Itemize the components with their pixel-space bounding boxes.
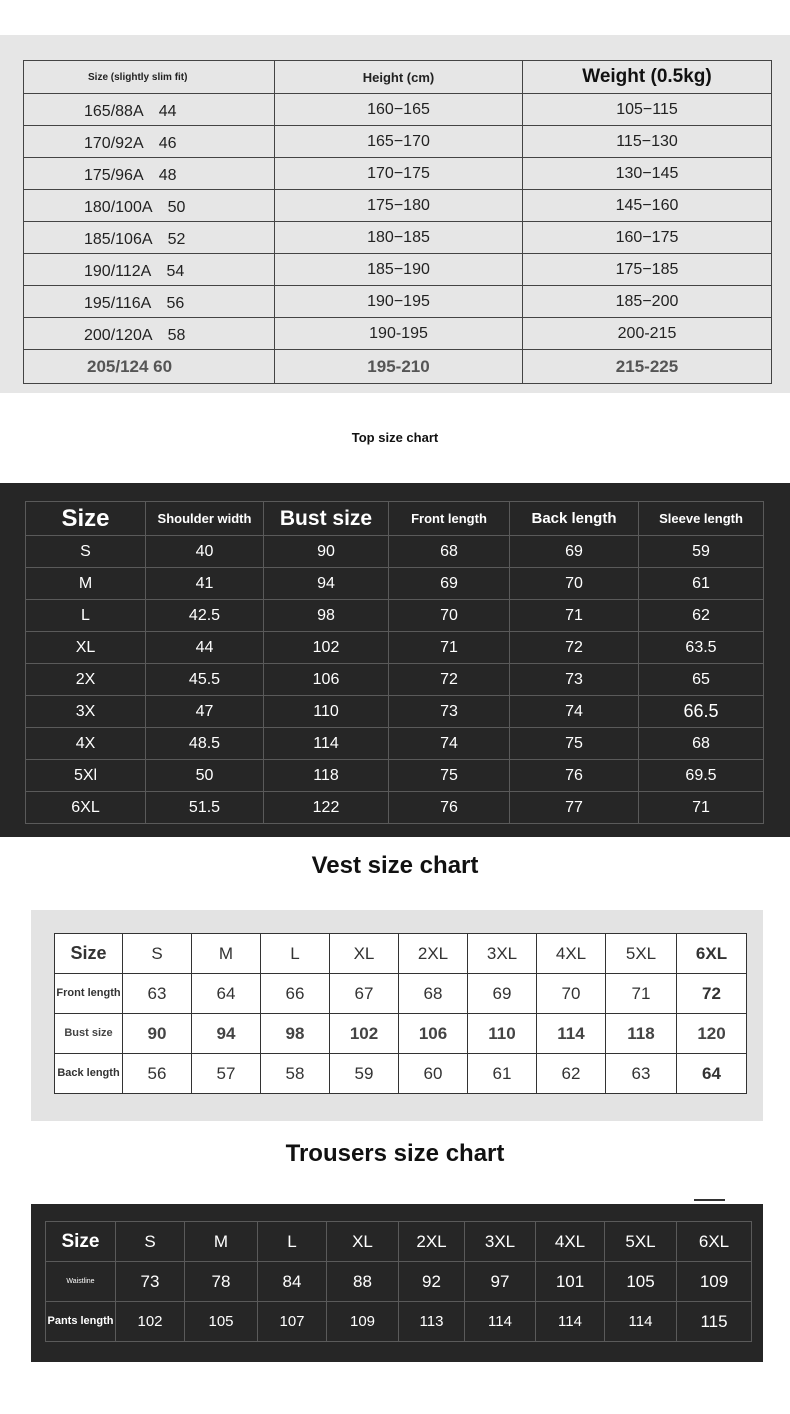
cell-back: 71 (510, 600, 639, 632)
header-weight: Weight (0.5kg) (523, 61, 772, 94)
cell-size: L (26, 600, 146, 632)
table-row (24, 286, 772, 318)
header-front-length: Front length (389, 502, 510, 536)
vest-size-section (31, 910, 763, 1121)
cell-front: 76 (389, 792, 510, 824)
cell-height: 185−190 (275, 254, 523, 286)
cell-back: 75 (510, 728, 639, 760)
table-row (24, 318, 772, 350)
table-row (26, 696, 764, 728)
cell-size: 3X (26, 696, 146, 728)
table-row (26, 632, 764, 664)
cell-bust: 114 (264, 728, 389, 760)
cell-size: 180/100A 50 (24, 190, 275, 222)
cell-size: 190/112A 54 (24, 254, 275, 286)
table-cell: 118 (606, 1014, 677, 1054)
cell-size: 6XL (26, 792, 146, 824)
table-header-row (24, 61, 772, 94)
header-size-l: L (261, 934, 330, 974)
cell-height: 165−170 (275, 126, 523, 158)
header-back-length: Back length (510, 502, 639, 536)
table-row (26, 536, 764, 568)
header-size-xl: XL (327, 1222, 399, 1262)
table-cell: 63 (606, 1054, 677, 1094)
table-header-row (26, 502, 764, 536)
cell-height: 190-195 (275, 318, 523, 350)
table-cell: 110 (468, 1014, 537, 1054)
cell-size: 170/92A 46 (24, 126, 275, 158)
table-cell: 70 (537, 974, 606, 1014)
header-size: Size (55, 934, 123, 974)
table-cell: 105 (185, 1302, 258, 1342)
cell-height: 190−195 (275, 286, 523, 318)
table-row (26, 600, 764, 632)
cell-weight: 175−185 (523, 254, 772, 286)
cell-back: 74 (510, 696, 639, 728)
cell-bust: 90 (264, 536, 389, 568)
cell-back: 76 (510, 760, 639, 792)
header-size-s: S (123, 934, 192, 974)
cell-weight: 115−130 (523, 126, 772, 158)
row-label-front-length: Front length (55, 974, 123, 1014)
table-cell: 97 (465, 1262, 536, 1302)
table-header-row (55, 934, 747, 974)
table-cell: 90 (123, 1014, 192, 1054)
cell-front: 75 (389, 760, 510, 792)
cell-height: 195-210 (275, 350, 523, 384)
table-row (55, 1054, 747, 1094)
header-size-6xl: 6XL (677, 934, 747, 974)
header-size-4xl: 4XL (537, 934, 606, 974)
cell-sleeve: 59 (639, 536, 764, 568)
table-row (26, 568, 764, 600)
cell-back: 72 (510, 632, 639, 664)
table-cell: 67 (330, 974, 399, 1014)
trousers-size-chart-caption: Trousers size chart (285, 1140, 505, 1167)
table-cell: 57 (192, 1054, 261, 1094)
table-cell: 120 (677, 1014, 747, 1054)
table-row (24, 350, 772, 384)
table-row (24, 126, 772, 158)
header-size-2xl: 2XL (399, 1222, 465, 1262)
row-label-pants-length: Pants length (46, 1302, 116, 1342)
table-cell: 98 (261, 1014, 330, 1054)
cell-shoulder: 51.5 (146, 792, 264, 824)
table-cell: 63 (123, 974, 192, 1014)
table-cell: 71 (606, 974, 677, 1014)
table-cell: 88 (327, 1262, 399, 1302)
table-row (26, 760, 764, 792)
table-cell: 59 (330, 1054, 399, 1094)
vest-size-table (54, 933, 747, 1094)
cell-bust: 94 (264, 568, 389, 600)
trousers-size-section (31, 1204, 763, 1362)
cell-weight: 160−175 (523, 222, 772, 254)
weight-height-table (23, 60, 772, 384)
header-height: Height (cm) (275, 61, 523, 94)
table-cell: 114 (605, 1302, 677, 1342)
top-size-section (0, 483, 790, 837)
header-size-5xl: 5XL (606, 934, 677, 974)
table-cell: 107 (258, 1302, 327, 1342)
cell-size: 165/88A 44 (24, 94, 275, 126)
table-row (46, 1302, 752, 1342)
cell-front: 71 (389, 632, 510, 664)
table-row (26, 728, 764, 760)
cell-shoulder: 45.5 (146, 664, 264, 696)
cell-sleeve: 69.5 (639, 760, 764, 792)
header-size-s: S (116, 1222, 185, 1262)
cell-bust: 118 (264, 760, 389, 792)
table-cell: 106 (399, 1014, 468, 1054)
cell-front: 69 (389, 568, 510, 600)
cell-bust: 102 (264, 632, 389, 664)
cell-shoulder: 40 (146, 536, 264, 568)
table-cell: 105 (605, 1262, 677, 1302)
row-label-bust-size: Bust size (55, 1014, 123, 1054)
cell-sleeve: 65 (639, 664, 764, 696)
table-cell: 109 (327, 1302, 399, 1342)
cell-shoulder: 41 (146, 568, 264, 600)
table-cell: 72 (677, 974, 747, 1014)
cell-shoulder: 48.5 (146, 728, 264, 760)
table-cell: 64 (192, 974, 261, 1014)
cell-back: 70 (510, 568, 639, 600)
cell-bust: 98 (264, 600, 389, 632)
table-cell: 114 (536, 1302, 605, 1342)
cell-sleeve: 63.5 (639, 632, 764, 664)
header-size: Size (26, 502, 146, 536)
table-row (24, 158, 772, 190)
table-row (24, 254, 772, 286)
cell-weight: 145−160 (523, 190, 772, 222)
cell-sleeve: 71 (639, 792, 764, 824)
table-cell: 114 (465, 1302, 536, 1342)
table-cell: 56 (123, 1054, 192, 1094)
table-row (46, 1262, 752, 1302)
table-cell: 115 (677, 1302, 752, 1342)
table-cell: 66 (261, 974, 330, 1014)
cell-height: 160−165 (275, 94, 523, 126)
trousers-size-table (45, 1221, 752, 1342)
table-cell: 58 (261, 1054, 330, 1094)
table-cell: 102 (330, 1014, 399, 1054)
cell-height: 170−175 (275, 158, 523, 190)
top-size-table (25, 501, 764, 824)
row-label-waistline: Waistline (46, 1262, 116, 1302)
cell-sleeve: 62 (639, 600, 764, 632)
table-header-row (46, 1222, 752, 1262)
header-size-2xl: 2XL (399, 934, 468, 974)
cell-front: 74 (389, 728, 510, 760)
weight-height-section (0, 35, 790, 393)
table-cell: 68 (399, 974, 468, 1014)
cell-sleeve: 61 (639, 568, 764, 600)
table-row (55, 1014, 747, 1054)
cell-size: 175/96A 48 (24, 158, 275, 190)
table-cell: 94 (192, 1014, 261, 1054)
header-sleeve-length: Sleeve length (639, 502, 764, 536)
table-cell: 102 (116, 1302, 185, 1342)
cell-front: 70 (389, 600, 510, 632)
header-shoulder-width: Shoulder width (146, 502, 264, 536)
table-row (24, 94, 772, 126)
cell-size: 195/116A 56 (24, 286, 275, 318)
cell-sleeve: 66.5 (639, 696, 764, 728)
cell-weight: 185−200 (523, 286, 772, 318)
cell-front: 73 (389, 696, 510, 728)
cell-bust: 110 (264, 696, 389, 728)
table-cell: 61 (468, 1054, 537, 1094)
cell-size: 2X (26, 664, 146, 696)
cell-weight: 200-215 (523, 318, 772, 350)
decorative-line (694, 1199, 725, 1201)
header-size-6xl: 6XL (677, 1222, 752, 1262)
cell-size: XL (26, 632, 146, 664)
table-cell: 60 (399, 1054, 468, 1094)
cell-size: 200/120A 58 (24, 318, 275, 350)
header-size-4xl: 4XL (536, 1222, 605, 1262)
cell-bust: 122 (264, 792, 389, 824)
header-size: Size (46, 1222, 116, 1262)
header-size-xl: XL (330, 934, 399, 974)
header-size-3xl: 3XL (465, 1222, 536, 1262)
row-label-back-length: Back length (55, 1054, 123, 1094)
header-size-5xl: 5XL (605, 1222, 677, 1262)
table-cell: 114 (537, 1014, 606, 1054)
table-cell: 101 (536, 1262, 605, 1302)
table-row (26, 664, 764, 696)
cell-back: 77 (510, 792, 639, 824)
cell-shoulder: 44 (146, 632, 264, 664)
table-cell: 64 (677, 1054, 747, 1094)
cell-weight: 105−115 (523, 94, 772, 126)
table-row (26, 792, 764, 824)
table-cell: 73 (116, 1262, 185, 1302)
table-cell: 78 (185, 1262, 258, 1302)
table-row (24, 190, 772, 222)
table-row (24, 222, 772, 254)
cell-front: 68 (389, 536, 510, 568)
cell-shoulder: 42.5 (146, 600, 264, 632)
cell-back: 69 (510, 536, 639, 568)
table-cell: 109 (677, 1262, 752, 1302)
cell-front: 72 (389, 664, 510, 696)
cell-size: S (26, 536, 146, 568)
table-row (55, 974, 747, 1014)
table-cell: 69 (468, 974, 537, 1014)
vest-size-chart-caption: Vest size chart (311, 852, 479, 879)
table-cell: 92 (399, 1262, 465, 1302)
cell-size: 205/124 60 (24, 350, 275, 384)
cell-back: 73 (510, 664, 639, 696)
table-cell: 62 (537, 1054, 606, 1094)
cell-shoulder: 47 (146, 696, 264, 728)
cell-size: 4X (26, 728, 146, 760)
table-cell: 84 (258, 1262, 327, 1302)
header-size-m: M (192, 934, 261, 974)
cell-size: M (26, 568, 146, 600)
cell-weight: 130−145 (523, 158, 772, 190)
cell-size: 5Xl (26, 760, 146, 792)
table-cell: 113 (399, 1302, 465, 1342)
cell-height: 175−180 (275, 190, 523, 222)
cell-size: 185/106A 52 (24, 222, 275, 254)
header-bust-size: Bust size (264, 502, 389, 536)
cell-shoulder: 50 (146, 760, 264, 792)
cell-bust: 106 (264, 664, 389, 696)
cell-height: 180−185 (275, 222, 523, 254)
cell-weight: 215-225 (523, 350, 772, 384)
top-size-chart-caption: Top size chart (351, 430, 439, 445)
header-size-3xl: 3XL (468, 934, 537, 974)
header-size-m: M (185, 1222, 258, 1262)
header-size: Size (slightly slim fit) (24, 61, 275, 94)
cell-sleeve: 68 (639, 728, 764, 760)
header-size-l: L (258, 1222, 327, 1262)
